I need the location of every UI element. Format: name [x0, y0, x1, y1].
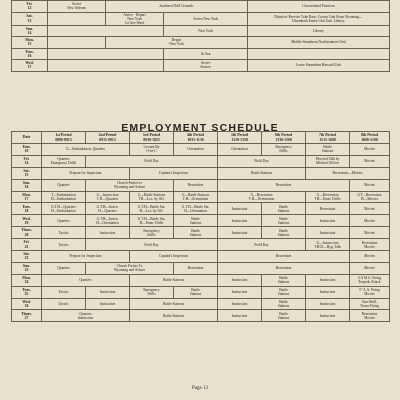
schedule-row — [12, 179, 390, 191]
itinerary-date: 13 — [27, 18, 32, 23]
schedule-cell: Field Day — [86, 155, 218, 167]
schedule-date-cell — [12, 155, 42, 167]
schedule-cell: G.T.H—Battle Sta. H—Orientation — [174, 203, 218, 215]
itinerary-row — [12, 25, 390, 37]
schedule-cell: Tactics — [42, 227, 86, 239]
schedule-cell: Orientation — [174, 144, 218, 156]
schedule-cell: Prepare for Inspection — [42, 251, 130, 263]
schedule-column-header: 2nd Period 0915-0915 — [86, 132, 130, 144]
schedule-day: Tues. — [22, 287, 31, 292]
schedule-column-header: Date — [12, 132, 42, 144]
schedule-cell: Physical Talk by Medical Officer — [306, 155, 350, 167]
itinerary-day: Fri. — [26, 2, 33, 7]
schedule-row — [12, 298, 390, 310]
itinerary-day: Tues. — [25, 49, 34, 54]
schedule-cell: Recreation — [218, 262, 350, 274]
itinerary-cell: Arrive New York — [164, 12, 248, 25]
schedule-date-cell — [12, 298, 42, 310]
schedule-date: 27 — [24, 315, 29, 320]
schedule-cell: Battle Stations — [174, 227, 218, 239]
schedule-cell: Movies — [350, 203, 390, 215]
schedule-cell: Instruction — [218, 215, 262, 227]
schedule-header-row — [12, 132, 390, 144]
schedule-row — [12, 191, 390, 203]
schedule-cell: 5" A.A. Firing Movies — [350, 286, 390, 298]
employment-schedule-table — [11, 131, 390, 322]
schedule-date-cell — [12, 239, 42, 251]
schedule-cell: Movies — [350, 155, 390, 167]
schedule-date: 15 — [24, 173, 29, 178]
schedule-date: 23 — [24, 268, 29, 273]
itinerary-cell: Middle Steamboat Northernmost Unit — [248, 37, 390, 49]
schedule-date-cell — [12, 144, 42, 156]
itinerary-row — [12, 12, 390, 25]
itinerary-cell: At Sea — [164, 48, 248, 60]
schedule-cell: Movies — [350, 251, 390, 263]
schedule-cell: Instruction — [86, 286, 130, 298]
schedule-cell: Battle Stations — [306, 144, 350, 156]
schedule-cell: Battle Stations — [262, 203, 306, 215]
schedule-cell: Instruction — [306, 215, 350, 227]
schedule-date: 18 — [24, 208, 29, 213]
itinerary-cell — [48, 60, 164, 72]
schedule-cell: Battle Stations — [174, 286, 218, 298]
itinerary-date: 14 — [27, 30, 32, 35]
schedule-cell: G—Instruction T.H.D—Hyg. Talk — [306, 239, 350, 251]
schedule-row — [12, 274, 390, 286]
schedule-cell: Prepare for Inspection — [42, 167, 130, 179]
schedule-day: Tues. — [22, 204, 31, 209]
schedule-cell: Orientation — [218, 144, 262, 156]
schedule-cell: Movies — [350, 227, 390, 239]
schedule-column-header: 7th Period 1515-1600 — [306, 132, 350, 144]
schedule-cell: Recreation Movies — [350, 239, 390, 251]
schedule-cell: G—Embarkation, Quarters — [42, 144, 130, 156]
itinerary-date-cell — [12, 1, 48, 13]
schedule-cell: Instruction — [218, 298, 262, 310]
schedule-cell: Star Shell, Tracer Firing — [350, 298, 390, 310]
schedule-row — [12, 310, 390, 322]
itinerary-cell: Arrive Station — [164, 60, 248, 72]
schedule-cell: G.T.H—Instrn. H—Quarters — [86, 203, 130, 215]
schedule-cell: Church Parties To Wyoming and Ashore — [86, 262, 174, 274]
schedule-date-cell — [12, 251, 42, 263]
schedule-row — [12, 167, 390, 179]
schedule-cell: G—Recreation T.H—Orientation — [218, 191, 306, 203]
schedule-date: 17 — [24, 197, 29, 201]
schedule-cell: G—Battle Stations TH—Loc. by Off. — [130, 191, 174, 203]
schedule-cell: Battle Stations — [174, 215, 218, 227]
schedule-cell: Instruction — [218, 203, 262, 215]
schedule-cell: Church Parties to Wyoming and Ashore — [86, 179, 174, 191]
itinerary-cell — [248, 48, 390, 60]
schedule-day: Fri. — [23, 157, 30, 162]
schedule-cell: Captain's Inspection — [130, 251, 218, 263]
schedule-cell: Quarters — [42, 274, 130, 286]
schedule-cell: Recreation — [306, 203, 350, 215]
schedule-cell: Tactics — [42, 239, 86, 251]
itinerary-cell: Arrive New Orleans — [48, 1, 106, 13]
itinerary-date: 16 — [27, 53, 32, 58]
itinerary-row — [12, 1, 390, 13]
itinerary-day: Wed. — [25, 61, 34, 66]
schedule-cell: Movies — [350, 215, 390, 227]
schedule-date-cell — [12, 191, 42, 203]
itinerary-day: Sat. — [26, 14, 33, 19]
schedule-cell: Emergency Drills — [262, 144, 306, 156]
schedule-cell: Battle Stations — [262, 215, 306, 227]
schedule-date: 22 — [24, 256, 29, 261]
schedule-cell: Quarters — [42, 262, 86, 274]
itinerary-date-cell — [12, 25, 48, 37]
schedule-date: 10 — [24, 149, 29, 154]
schedule-date: 19 — [24, 220, 29, 225]
itinerary-cell: Uncorrelated Practices — [248, 1, 390, 13]
schedule-cell: Recreation — [174, 262, 218, 274]
schedule-cell: Battle Stations — [262, 286, 306, 298]
schedule-cell: Movies — [350, 262, 390, 274]
itinerary-row — [12, 60, 390, 72]
schedule-cell: Field Day — [86, 239, 218, 251]
schedule-date-cell — [12, 167, 42, 179]
schedule-cell: G.T.H—Battle Sta. H—Emer. Drills — [130, 215, 174, 227]
itinerary-date-cell — [12, 48, 48, 60]
schedule-row — [12, 239, 390, 251]
schedule-day: Mon. — [22, 276, 31, 281]
schedule-day: Tues. — [22, 145, 31, 150]
schedule-date: 24 — [24, 280, 29, 285]
schedule-cell: Field Day — [218, 155, 306, 167]
schedule-column-header: 6th Period 1330-1500 — [262, 132, 306, 144]
schedule-cell: Quarters Emergency Drills — [42, 155, 86, 167]
schedule-day: Thurs. — [21, 228, 32, 233]
itinerary-day: Sun. — [25, 26, 34, 31]
schedule-cell: Recreation—Movies — [306, 167, 390, 179]
schedule-cell: Instruction — [306, 310, 350, 322]
schedule-cell: Captain's Inspection — [130, 167, 218, 179]
schedule-cell: G.T.H—Battle Sta. H—Loc. by Off. — [130, 203, 174, 215]
schedule-date-cell — [12, 262, 42, 274]
schedule-cell: Tactics — [42, 298, 86, 310]
schedule-row — [12, 286, 390, 298]
itinerary-cell: Leave Steamboat Harvard Unit — [248, 60, 390, 72]
schedule-cell: Battle Stations — [130, 310, 218, 322]
itinerary-cell: Liberty — [248, 25, 390, 37]
schedule-date: 20 — [24, 232, 29, 237]
itinerary-cell — [48, 48, 164, 60]
schedule-cell: G—Instruction T.H—Quarters — [86, 191, 130, 203]
itinerary-cell: Depart New York — [106, 37, 248, 49]
schedule-column-header: 8th Period 1600-2100 — [350, 132, 390, 144]
schedule-cell: Battle Stations — [218, 167, 306, 179]
schedule-date: 26 — [24, 304, 29, 309]
schedule-cell: Quarters — [42, 179, 86, 191]
schedule-cell: Battle Stations — [262, 310, 306, 322]
schedule-row — [12, 251, 390, 263]
schedule-day: Thurs. — [21, 311, 32, 316]
schedule-day: Sun. — [22, 180, 31, 185]
schedule-cell: Instruction — [218, 227, 262, 239]
schedule-row — [12, 227, 390, 239]
schedule-column-header: 1st Period 0800-0915 — [42, 132, 86, 144]
itinerary-cell — [48, 37, 106, 49]
schedule-cell: Recreation Movies — [350, 310, 390, 322]
schedule-date-cell — [12, 203, 42, 215]
schedule-date-cell — [12, 274, 42, 286]
itinerary-cell: Disinfect Receive Tube Basic Course Unit From Wyoming— Disembark Entire Unit Unit. Liberty. — [248, 12, 390, 25]
schedule-cell: Recreation — [218, 251, 350, 263]
schedule-cell: Instruction — [306, 227, 350, 239]
schedule-date-cell — [12, 179, 42, 191]
itinerary-cell: New York — [164, 25, 248, 37]
schedule-cell: Instruction — [306, 286, 350, 298]
itinerary-date-cell — [12, 12, 48, 25]
schedule-cell: Battle Stations — [262, 274, 306, 286]
schedule-day: Mon. — [22, 192, 31, 197]
schedule-date: 16 — [24, 185, 29, 190]
schedule-cell: G.T.H—Instrn. H—Orientation — [86, 215, 130, 227]
schedule-cell: G—Recreation TH—Emer. Drills — [306, 191, 350, 203]
schedule-date: 21 — [24, 244, 29, 249]
schedule-day: Sat. — [23, 252, 30, 257]
itinerary-row — [12, 48, 390, 60]
schedule-column-header: 5th Period 1310-1330 — [218, 132, 262, 144]
itinerary-date: 12 — [27, 6, 32, 11]
schedule-cell: Recreation — [174, 179, 218, 191]
schedule-cell: 3.A M.G. Firing Torpedo Attack — [350, 274, 390, 286]
itinerary-date-cell — [12, 60, 48, 72]
schedule-day: Sun. — [22, 264, 31, 269]
schedule-cell: T—Embarkation H—Embarkation — [42, 191, 86, 203]
schedule-cell: Instruction — [86, 298, 130, 310]
itinerary-row — [12, 37, 390, 49]
schedule-row — [12, 262, 390, 274]
schedule-cell: GT—Recreation H—Movies — [350, 191, 390, 203]
schedule-cell: Emergency Drills — [130, 227, 174, 239]
itinerary-date: 17 — [27, 65, 32, 70]
schedule-cell: Emergency Drills — [130, 286, 174, 298]
schedule-cell: Instruction — [86, 227, 130, 239]
schedule-cell: Tactics — [42, 286, 86, 298]
schedule-column-header: 3rd Period 0930-1025 — [130, 132, 174, 144]
schedule-row — [12, 155, 390, 167]
schedule-column-header: 4th Period 1035-1130 — [174, 132, 218, 144]
schedule-cell: Quarters — [42, 215, 86, 227]
schedule-cell: Quarters Instruction — [42, 310, 130, 322]
schedule-cell: G—Battle Stations T.H—Orientation — [174, 191, 218, 203]
itinerary-cell — [48, 12, 106, 25]
schedule-cell: G.T.H—Quarters H—Embarkation — [42, 203, 86, 215]
itinerary-date: 15 — [27, 42, 32, 47]
itinerary-table — [11, 0, 390, 72]
schedule-cell: Field Day — [218, 239, 306, 251]
schedule-cell: Movies — [350, 179, 390, 191]
page-number: Page 13 — [192, 386, 208, 391]
schedule-date-cell — [12, 310, 42, 322]
schedule-row — [12, 203, 390, 215]
schedule-date: 14 — [24, 161, 29, 166]
itinerary-date-cell — [12, 37, 48, 49]
schedule-day: Fri. — [23, 240, 30, 245]
schedule-cell: Movies — [350, 144, 390, 156]
schedule-cell: Instruction — [218, 286, 262, 298]
schedule-day: Wed. — [22, 299, 31, 304]
schedule-cell: Battle Stations — [130, 298, 218, 310]
itinerary-cell — [48, 25, 164, 37]
schedule-cell: Recreation — [218, 179, 350, 191]
schedule-row — [12, 144, 390, 156]
schedule-date-cell — [12, 286, 42, 298]
schedule-title: EMPLOYMENT SCHEDULE — [121, 122, 279, 134]
itinerary-cell: Southern Drill Grounds — [106, 1, 248, 13]
schedule-row — [12, 215, 390, 227]
schedule-cell: Instruction — [306, 274, 350, 286]
itinerary-day: Mon. — [25, 38, 34, 43]
schedule-day: Wed. — [22, 216, 31, 221]
schedule-date-cell — [12, 227, 42, 239]
schedule-cell: Instruction — [218, 310, 262, 322]
schedule-cell: Battle Stations — [262, 227, 306, 239]
schedule-cell: Instruction — [218, 274, 262, 286]
schedule-cell: Battle Stations — [262, 298, 306, 310]
schedule-date: 25 — [24, 292, 29, 297]
schedule-day: Sat. — [23, 169, 30, 174]
schedule-date-cell — [12, 215, 42, 227]
schedule-cell: Battle Stations — [130, 274, 218, 286]
itinerary-cell: Arrive · Depart New York 1st Ave-Ward — [106, 12, 164, 25]
schedule-cell: Lecture By O-in-C — [130, 144, 174, 156]
schedule-cell: Instruction — [306, 298, 350, 310]
